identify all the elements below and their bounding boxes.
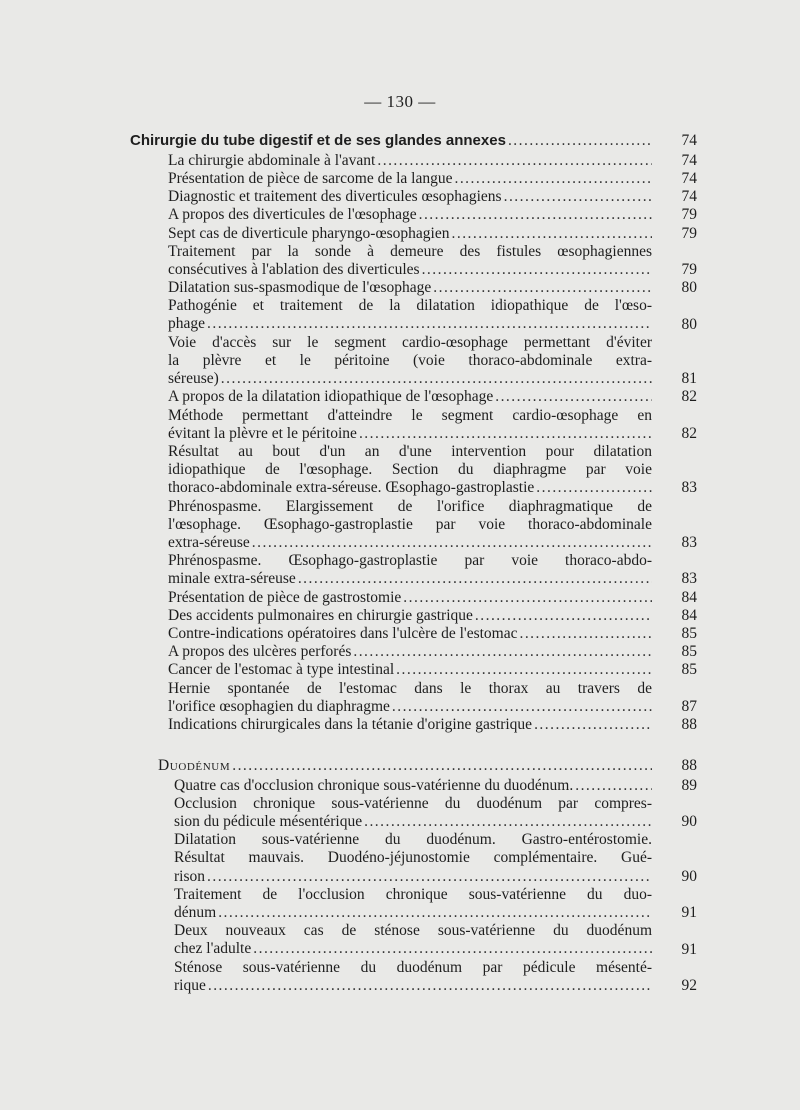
entry-line-last xyxy=(174,868,652,886)
dot-leader xyxy=(508,132,652,150)
entry-text: extra-séreuse xyxy=(168,533,250,551)
toc-entry xyxy=(174,777,652,795)
page-reference: 90 xyxy=(681,867,697,885)
dot-leader xyxy=(359,425,652,443)
entry-text: chez l'adulte xyxy=(174,940,252,958)
entry-text: Diagnostic et traitement des diverticules œsophagiens xyxy=(168,188,502,206)
page-reference: 82 xyxy=(681,388,697,406)
entry-text: A propos des ulcères perforés xyxy=(168,643,352,661)
dot-leader xyxy=(298,570,652,588)
page-reference: 83 xyxy=(681,570,697,588)
dot-leader xyxy=(207,315,652,333)
entry-line-last xyxy=(168,279,652,297)
entry-line-last xyxy=(168,570,652,588)
entry-line-last xyxy=(168,479,652,497)
dot-leader xyxy=(221,370,652,388)
entry-text: Présentation de pièce de gastrostomie xyxy=(168,588,402,606)
entry-text: évitant la plèvre et le péritoine xyxy=(168,424,357,442)
page-reference: 80 xyxy=(681,315,697,333)
toc-entry xyxy=(174,831,652,886)
entry-line-last xyxy=(168,188,652,206)
entry-text: phage xyxy=(168,315,206,333)
dot-leader xyxy=(452,225,653,243)
dot-leader xyxy=(536,479,652,497)
entry-text: A propos de la dilatation idiopathique de l'œsophage xyxy=(168,388,494,406)
entry-line-last xyxy=(158,757,652,775)
entry-line: Hernie spontanée de l'estomac dans le thorax au travers de xyxy=(168,679,652,697)
dot-leader xyxy=(454,170,652,188)
dot-leader xyxy=(364,813,652,831)
entry-line: Voie d'accès sur le segment cardio-œsophage permettant d'éviter xyxy=(168,333,652,351)
entry-line-last xyxy=(168,315,652,333)
page-reference: 85 xyxy=(681,661,697,679)
page-reference: 82 xyxy=(681,424,697,442)
entry-line-last xyxy=(168,661,652,679)
entry-text: minale extra-séreuse xyxy=(168,570,296,588)
page-reference: 87 xyxy=(681,697,697,715)
toc-entry xyxy=(168,607,652,625)
entry-line: Phrénospasme. Elargissement de l'orifice diaphragmatique de xyxy=(168,497,652,515)
dot-leader xyxy=(495,388,652,406)
page-reference: 84 xyxy=(681,588,697,606)
entry-line-last xyxy=(174,813,652,831)
dot-leader xyxy=(392,698,652,716)
entry-line: Pathogénie et traitement de la dilatation idiopathique de l'œso- xyxy=(168,297,652,315)
entry-line-last xyxy=(174,977,652,995)
page-reference: 81 xyxy=(681,370,697,388)
entry-text: Cancer de l'estomac à type intestinal xyxy=(168,661,395,679)
toc-entry xyxy=(168,206,652,224)
entry-text: rique xyxy=(174,976,206,994)
page-reference: 92 xyxy=(681,976,697,994)
page-reference: 80 xyxy=(681,279,697,297)
entry-line-last xyxy=(168,716,652,734)
toc-entry xyxy=(168,407,652,443)
entry-line: Sténose sous-vatérienne du duodénum par pédicule mésenté- xyxy=(174,958,652,976)
page-reference: 88 xyxy=(681,757,697,774)
entry-line-last xyxy=(168,643,652,661)
dot-leader xyxy=(218,904,652,922)
toc-entry xyxy=(174,886,652,922)
page-reference: 90 xyxy=(681,813,697,831)
toc-entry xyxy=(168,170,652,188)
page-reference: 74 xyxy=(681,132,697,149)
entry-line: Traitement par la sonde à demeure des fistules œsophagiennes xyxy=(168,242,652,260)
dot-leader xyxy=(419,206,652,224)
dot-leader xyxy=(422,261,652,279)
entry-line: Occlusion chronique sous-vatérienne du duodénum par compres- xyxy=(174,794,652,812)
section-heading xyxy=(158,757,652,775)
toc-entry xyxy=(168,297,652,333)
page-reference: 84 xyxy=(681,606,697,624)
page-reference: 91 xyxy=(681,940,697,958)
page-reference: 79 xyxy=(681,224,697,242)
dot-leader xyxy=(208,977,652,995)
page-number: — 130 — xyxy=(364,92,436,111)
dot-leader xyxy=(232,757,652,775)
dot-leader xyxy=(534,716,652,734)
entry-line-last xyxy=(168,170,652,188)
page-reference: 83 xyxy=(681,479,697,497)
entry-text: Sept cas de diverticule pharyngo-œsophagien xyxy=(168,224,450,242)
entry-line-last xyxy=(168,388,652,406)
dot-leader xyxy=(433,279,652,297)
toc-entry xyxy=(168,716,652,734)
page-reference: 91 xyxy=(681,904,697,922)
entry-line: Méthode permettant d'atteindre le segment cardio-œsophage en xyxy=(168,406,652,424)
entry-text: Chirurgie du tube digestif et de ses glandes annexes xyxy=(130,132,506,149)
entry-text: l'orifice œsophagien du diaphragme xyxy=(168,697,390,715)
entry-text: dénum xyxy=(174,904,217,922)
entry-text: Présentation de pièce de sarcome de la langue xyxy=(168,169,453,187)
entry-line-last xyxy=(168,534,652,552)
toc-entry xyxy=(168,225,652,243)
entry-line-last xyxy=(168,370,652,388)
section-heading xyxy=(130,132,652,150)
entry-line: Dilatation sous-vatérienne du duodénum. Gastro-entérostomie. xyxy=(174,831,652,849)
toc-entry xyxy=(174,959,652,995)
toc-entry xyxy=(168,498,652,553)
entry-line: l'œsophage. Œsophago-gastroplastie par voie thoraco-abdominale xyxy=(168,515,652,533)
dot-leader xyxy=(207,868,652,886)
dot-leader xyxy=(353,643,652,661)
entry-text: Indications chirurgicales dans la tétanie d'origine gastrique xyxy=(168,715,533,733)
entry-text: thoraco-abdominale extra-séreuse. Œsophago-gastroplastie xyxy=(168,479,535,497)
dot-leader xyxy=(252,534,652,552)
page-reference: 79 xyxy=(681,206,697,224)
entry-line-last xyxy=(174,777,652,795)
entry-line: Traitement de l'occlusion chronique sous-vatérienne du duo- xyxy=(174,885,652,903)
entry-line-last xyxy=(168,607,652,625)
page-reference: 74 xyxy=(681,188,697,206)
page-reference: 79 xyxy=(681,260,697,278)
dot-leader xyxy=(475,607,652,625)
entry-line-last xyxy=(168,225,652,243)
entry-line: la plèvre et le péritoine (voie thoraco-abdominale extra- xyxy=(168,351,652,369)
dot-leader xyxy=(396,661,652,679)
toc-entry xyxy=(168,188,652,206)
toc-entry xyxy=(168,388,652,406)
entry-line: Résultat mauvais. Duodéno-jéjunostomie complémentaire. Gué- xyxy=(174,849,652,867)
entry-line-last xyxy=(174,904,652,922)
toc-entry xyxy=(168,552,652,588)
entry-line-last xyxy=(174,940,652,958)
entry-line: idiopathique de l'œsophage. Section du diaphragme par voie xyxy=(168,461,652,479)
entry-text: consécutives à l'ablation des diverticules xyxy=(168,260,420,278)
toc-entry xyxy=(168,643,652,661)
page-reference: 83 xyxy=(681,533,697,551)
toc-entry xyxy=(168,279,652,297)
entry-line-last xyxy=(130,132,652,150)
page-reference: 89 xyxy=(681,776,697,794)
entry-line: Phrénospasme. Œsophago-gastroplastie par voie thoraco-abdo- xyxy=(168,552,652,570)
entry-text: Contre-indications opératoires dans l'ulcère de l'estomac xyxy=(168,624,518,642)
entry-line-last xyxy=(168,698,652,716)
page-reference: 74 xyxy=(681,151,697,169)
toc-entry xyxy=(168,625,652,643)
entry-line-last xyxy=(168,206,652,224)
entry-text: sion du pédicule mésentérique xyxy=(174,813,363,831)
entry-line-last xyxy=(168,625,652,643)
entry-text: La chirurgie abdominale à l'avant xyxy=(168,151,376,169)
toc-entry xyxy=(168,243,652,279)
entry-text: Quatre cas d'occlusion chronique sous-vatérienne du duodénum. xyxy=(174,776,574,794)
toc-entry xyxy=(174,922,652,958)
toc-entry xyxy=(168,152,652,170)
toc-entry xyxy=(168,443,652,498)
entry-text: Dilatation sus-spasmodique de l'œsophage xyxy=(168,279,432,297)
entry-text: rison xyxy=(174,867,205,885)
dot-leader xyxy=(253,940,652,958)
entry-line-last xyxy=(168,261,652,279)
dot-leader xyxy=(377,152,652,170)
entry-line-last xyxy=(168,425,652,443)
page-reference: 85 xyxy=(681,624,697,642)
entry-line-last xyxy=(168,152,652,170)
entry-text: Des accidents pulmonaires en chirurgie gastrique xyxy=(168,606,473,624)
toc-entry xyxy=(168,680,652,716)
toc-entry xyxy=(168,334,652,389)
dot-leader xyxy=(519,625,652,643)
toc-entry xyxy=(174,795,652,831)
toc-entry xyxy=(168,661,652,679)
toc-entry xyxy=(168,589,652,607)
dot-leader xyxy=(403,589,652,607)
entry-text: séreuse) xyxy=(168,370,219,388)
entry-line: Résultat au bout d'un an d'une intervention pour dilatation xyxy=(168,442,652,460)
page-reference: 85 xyxy=(681,643,697,661)
dot-leader xyxy=(504,188,652,206)
dot-leader xyxy=(575,777,652,795)
page-reference: 88 xyxy=(681,715,697,733)
page-reference: 74 xyxy=(681,169,697,187)
entry-text: A propos des diverticules de l'œsophage xyxy=(168,206,417,224)
entry-line: Deux nouveaux cas de sténose sous-vatérienne du duodénum xyxy=(174,922,652,940)
entry-line-last xyxy=(168,589,652,607)
entry-text: Duodénum xyxy=(158,757,231,774)
